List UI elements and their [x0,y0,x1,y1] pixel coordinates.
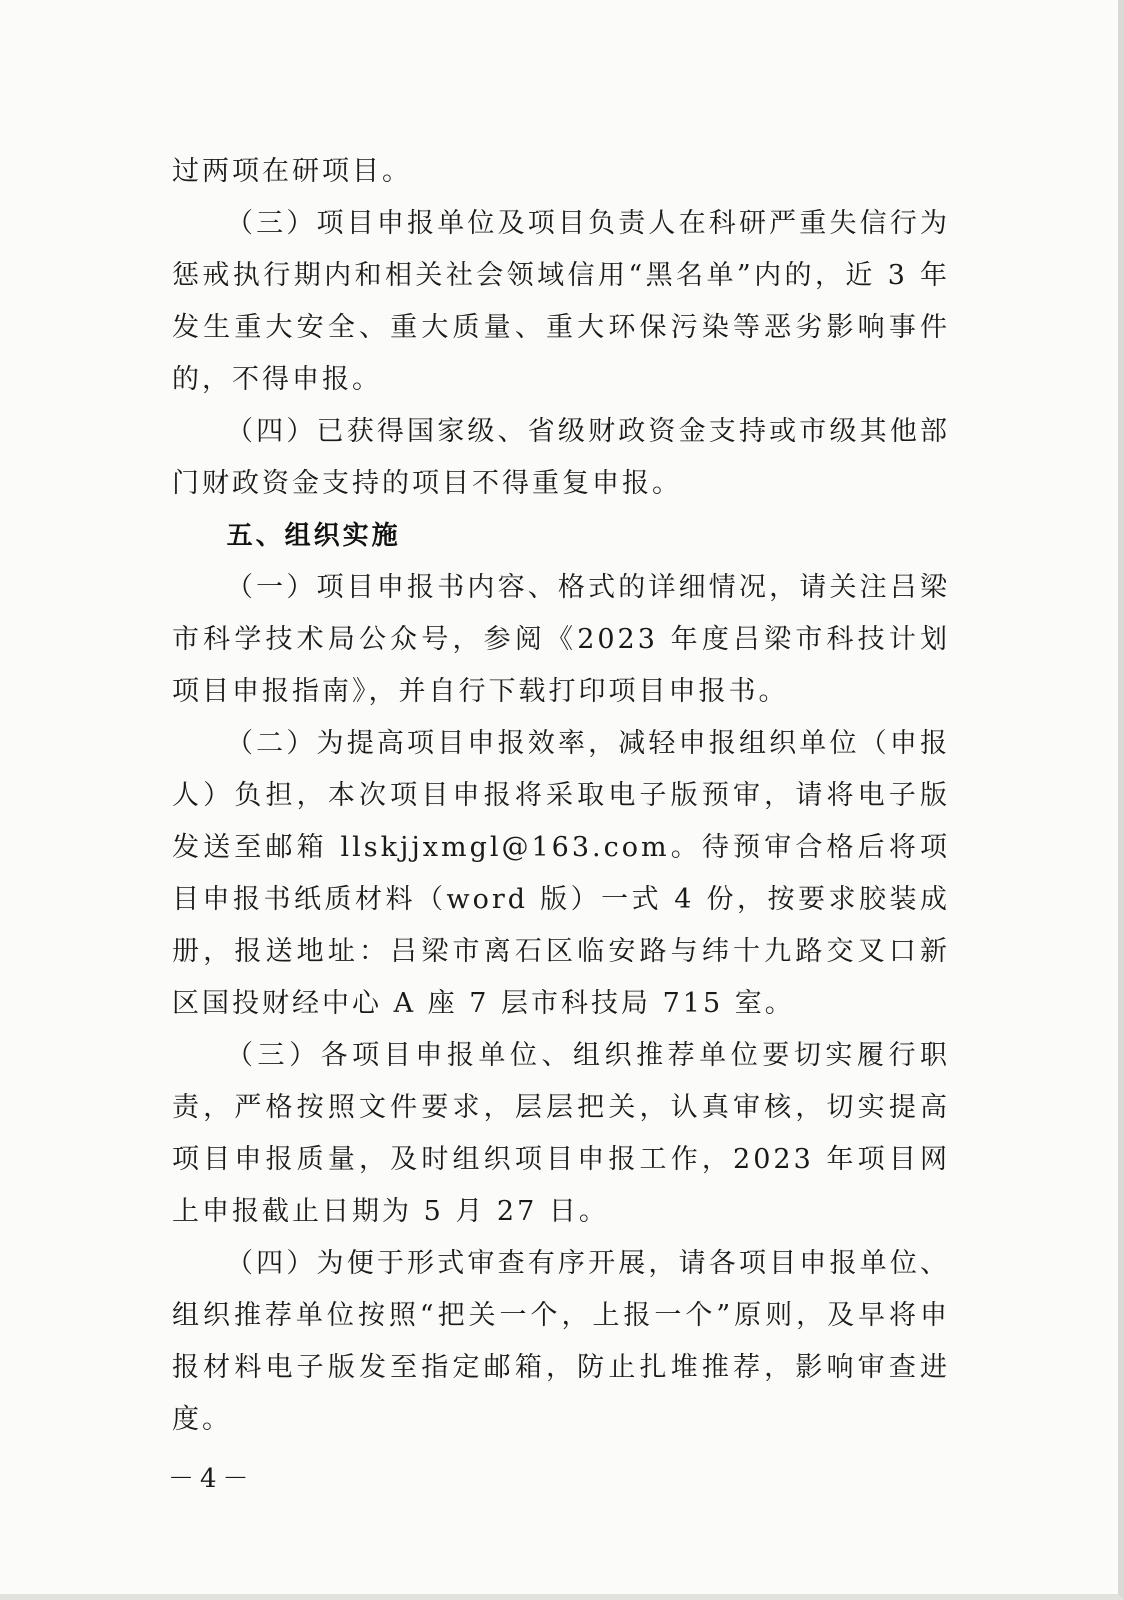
section-heading-organization: 五、组织实施 [226,521,401,551]
paragraph-org-item-1: （一）项目申报书内容、格式的详细情况，请关注吕梁市科学技术局公众号，参阅《2023 年度吕梁市科技计划项目申报指南》，并自行下载打印项目申报书。 [172,572,950,707]
document-body [172,146,950,1446]
page-number: －4－ [168,1464,255,1494]
paragraph-org-item-2: （二）为提高项目申报效率，减轻申报组织单位（申报人）负担，本次项目申报将采取电子版预审，请将电子版发送至邮箱 llskjjxmgl@163.com。待预审合格后将项目申报书纸质材料（word 版）一式 4 份，按要求胶装成册，报送地址：吕梁市离石区临安路与纬十九路交叉口新区国投财经中心 A 座 7 层市科技局 715 室。 [172,728,950,1019]
paragraph-item-3: （三）项目申报单位及项目负责人在科研严重失信行为惩戒执行期内和相关社会领域信用“黑名单”内的，近 3 年发生重大安全、重大质量、重大环保污染等恶劣影响事件的，不得申报。 [172,208,950,395]
paragraph-item-4: （四）已获得国家级、省级财政资金支持或市级其他部门财政资金支持的项目不得重复申报。 [172,416,950,499]
paragraph-org-item-4: （四）为便于形式审查有序开展，请各项目申报单位、组织推荐单位按照“把关一个，上报一个”原则，及早将申报材料电子版发至指定邮箱，防止扎堆推荐，影响审查进度。 [172,1248,950,1435]
paragraph-continuation: 过两项在研项目。 [172,156,412,187]
paragraph-org-item-3: （三）各项目申报单位、组织推荐单位要切实履行职责，严格按照文件要求，层层把关，认真审核，切实提高项目申报质量，及时组织项目申报工作，2023 年项目网上申报截止日期为 5 月 27 日。 [172,1040,950,1227]
